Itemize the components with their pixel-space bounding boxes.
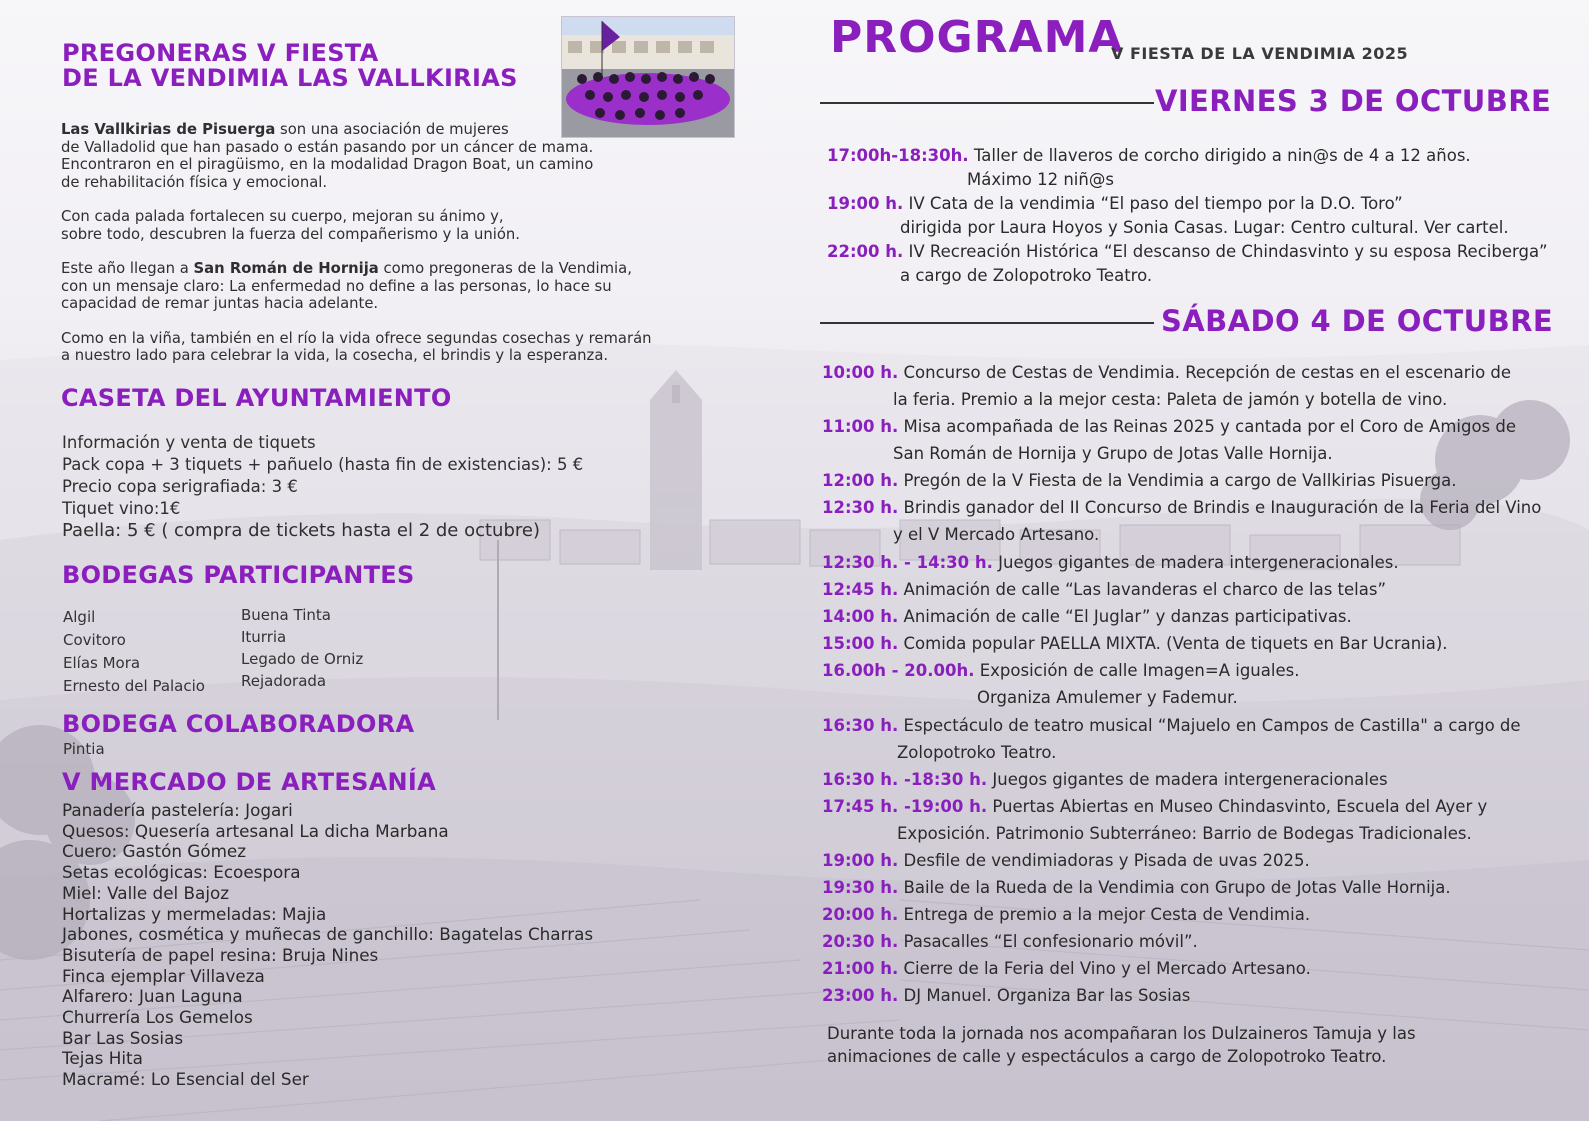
caseta-title: CASETA DEL AYUNTAMIENTO [61,384,452,412]
programa-subtitle: V FIESTA DE LA VENDIMIA 2025 [1111,44,1409,63]
schedule-row [822,905,1310,924]
mercado-item: Panadería pastelería: Jogari [62,800,293,820]
event-text: Animación de calle “El Juglar” y danzas participativas. [898,607,1352,626]
event-text: Comida popular PAELLA MIXTA. (Venta de tiquets en Bar Ucrania). [898,634,1448,653]
schedule-row [827,146,1471,165]
caseta-item: Paella: 5 € ( compra de tickets hasta el 2 de octubre) [62,520,540,541]
schedule-row [822,716,1521,735]
intro-paragraph-4: Como en la viña, también en el río la vida ofrece segundas cosechas y remarán a nuestro lado para celebrar la vida, la cosecha, el brindis y la esperanza. [61,329,652,364]
bodega-item: Algil [63,608,96,626]
mercado-item: Bar Las Sosias [62,1027,184,1048]
schedule-row [822,851,1310,870]
event-time: 17:00h-18:30h. [827,146,969,165]
mercado-item: Quesos: Quesería artesanal La dicha Marbana [62,820,449,841]
colaboradora-item: Pintia [63,740,105,758]
event-text: Espectáculo de teatro musical “Majuelo en Campos de Castilla" a cargo de [898,716,1521,735]
event-time: 16.00h - 20.00h. [822,661,975,680]
event-continuation: la feria. Premio a la mejor cesta: Paleta de jamón y botella de vino. [893,390,1448,409]
event-text: Brindis ganador del II Concurso de Brindis e Inauguración de la Feria del Vino [898,498,1542,517]
event-text: Pasacalles “El confesionario móvil”. [898,932,1198,951]
mercado-item: Macramé: Lo Esencial del Ser [62,1069,309,1090]
caseta-list [62,432,583,542]
caseta-item: Pack copa + 3 tiquets + pañuelo (hasta fin de existencias): 5 € [62,455,584,474]
event-text: Animación de calle “Las lavanderas el charco de las telas” [898,580,1387,599]
vallkirias-group-photo [561,16,735,138]
caseta-item: Precio copa serigrafiada: 3 € [62,477,298,496]
schedule-row [827,194,1403,213]
event-time: 20:30 h. [822,932,899,951]
event-continuation: dirigida por Laura Hoyos y Sonia Casas. Lugar: Centro cultural. Ver cartel. [900,218,1509,237]
mercado-item: Alfarero: Juan Laguna [62,986,243,1007]
bodega-item: Ernesto del Palacio [63,677,205,695]
event-time: 20:00 h. [822,905,899,924]
event-continuation: Zolopotroko Teatro. [897,743,1057,762]
event-time: 10:00 h. [822,363,899,382]
pregoneras-title [62,41,542,91]
mercado-title: V MERCADO DE ARTESANÍA [62,768,437,796]
schedule-row [822,959,1311,978]
event-time: 17:45 h. -19:00 h. [822,797,988,816]
mercado-item: Tejas Hita [62,1048,143,1069]
event-continuation: Máximo 12 niñ@s [967,170,1114,189]
event-text: Exposición de calle Imagen=A iguales. [974,661,1300,680]
event-time: 12:00 h. [822,471,899,490]
bodega-item: Covitoro [63,631,126,649]
event-time: 16:30 h. -18:30 h. [822,770,988,789]
event-time: 14:00 h. [822,607,899,626]
event-time: 22:00 h. [827,242,904,261]
schedule-row [822,580,1386,599]
schedule-row [822,797,1487,816]
schedule-row [822,471,1456,490]
event-text: Taller de llaveros de corcho dirigido a nin@s de 4 a 12 años. [968,146,1471,165]
event-text: Pregón de la V Fiesta de la Vendimia a cargo de Vallkirias Pisuerga. [898,471,1457,490]
event-continuation: Organiza Amulemer y Fademur. [977,688,1238,707]
event-continuation: y el V Mercado Artesano. [893,525,1100,544]
pregoneras-title-line2: DE LA VENDIMIA LAS VALLKIRIAS [62,64,518,92]
bodega-item: Legado de Orniz [241,650,364,668]
bodegas-column-1 [63,606,205,698]
event-text: DJ Manuel. Organiza Bar las Sosias [898,986,1191,1005]
bodega-item: Buena Tinta [241,606,331,624]
intro-paragraph-3: Este año llegan a San Román de Hornija como pregoneras de la Vendimia, con un mensaje claro: La enfermedad no define a las personas, lo hace su capacidad de remar juntas hacia adelante. [61,260,632,312]
closing-note [827,1022,1567,1068]
event-text: Desfile de vendimiadoras y Pisada de uvas 2025. [898,851,1310,870]
schedule-row [822,607,1352,626]
vallkirias-name: Las Vallkirias de Pisuerga [61,121,276,138]
event-continuation: San Román de Hornija y Grupo de Jotas Valle Hornija. [893,444,1333,463]
viernes-divider [820,102,1154,104]
event-time: 12:30 h. - 14:30 h. [822,553,993,572]
schedule-row [822,498,1541,517]
mercado-item: Miel: Valle del Bajoz [62,882,230,903]
bodegas-column-2 [241,604,363,692]
bodegas-title: BODEGAS PARTICIPANTES [62,561,415,589]
event-text: Concurso de Cestas de Vendimia. Recepción de cestas en el escenario de [898,363,1512,382]
event-time: 19:00 h. [822,851,899,870]
event-text: Juegos gigantes de madera intergeneracionales [987,770,1388,789]
event-text: IV Cata de la vendimia “El paso del tiempo por la D.O. Toro” [903,194,1403,213]
mercado-item: Jabones, cosmética y muñecas de ganchillo: Bagatelas Charras [62,924,594,945]
schedule-row [822,878,1451,897]
mercado-item: Hortalizas y mermeladas: Majia [62,903,327,924]
event-time: 16:30 h. [822,716,899,735]
schedule-row [822,417,1516,436]
mercado-list [62,800,593,1090]
event-text: Baile de la Rueda de la Vendimia con Grupo de Jotas Valle Hornija. [898,878,1451,897]
event-text: Juegos gigantes de madera intergeneracionales. [992,553,1399,572]
bodega-item: Iturria [241,628,287,646]
mercado-item: Cuero: Gastón Gómez [62,841,247,862]
colaboradora-title: BODEGA COLABORADORA [62,710,415,738]
event-time: 11:00 h. [822,417,899,436]
caseta-item: Tiquet vino:1€ [62,499,181,518]
event-text: Entrega de premio a la mejor Cesta de Vendimia. [898,905,1311,924]
closing-line-2: animaciones de calle y espectáculos a cargo de Zolopotroko Teatro. [827,1047,1387,1066]
caseta-item: Información y venta de tiquets [62,433,316,452]
event-continuation: a cargo de Zolopotroko Teatro. [900,266,1153,285]
schedule-row [822,932,1198,951]
event-text: Misa acompañada de las Reinas 2025 y cantada por el Coro de Amigos de [898,417,1517,436]
town-name: San Román de Hornija [193,260,379,277]
schedule-row [822,661,1299,680]
programa-title: PROGRAMA [830,12,1124,63]
sabado-divider [820,322,1154,324]
bodega-item: Elías Mora [63,654,141,672]
schedule-row [827,242,1548,261]
event-time: 23:00 h. [822,986,899,1005]
schedule-row [822,553,1399,572]
intro-paragraph-1: Las Vallkirias de Pisuerga son una asociación de mujeres de Valladolid que han pasado o están pasando por un cáncer de mama. Encontraron en el piragüismo, en la modalidad Dragon Boat, un camino de rehabilitación física y emocional. [61,121,594,191]
pregoneras-intro [61,121,721,382]
event-continuation: Exposición. Patrimonio Subterráneo: Barrio de Bodegas Tradicionales. [897,824,1472,843]
event-time: 21:00 h. [822,959,899,978]
sabado-title: SÁBADO 4 DE OCTUBRE [1161,304,1554,338]
event-time: 19:00 h. [827,194,904,213]
closing-line-1: Durante toda la jornada nos acompañaran los Dulzaineros Tamuja y las [827,1024,1416,1043]
event-text: IV Recreación Histórica “El descanso de Chindasvinto y su esposa Reciberga” [903,242,1548,261]
event-time: 19:30 h. [822,878,899,897]
mercado-item: Bisutería de papel resina: Bruja Nines [62,944,379,965]
bodega-item: Rejadorada [241,672,327,690]
event-time: 12:45 h. [822,580,899,599]
intro-paragraph-2: Con cada palada fortalecen su cuerpo, mejoran su ánimo y, sobre todo, descubren la fuerza del compañerismo y la unión. [61,208,520,243]
event-text: Puertas Abiertas en Museo Chindasvinto, Escuela del Ayer y [987,797,1488,816]
mercado-item: Churrería Los Gemelos [62,1007,253,1028]
schedule-row [822,634,1448,653]
mercado-item: Setas ecológicas: Ecoespora [62,862,301,883]
event-text: Cierre de la Feria del Vino y el Mercado Artesano. [898,959,1311,978]
schedule-row [822,363,1511,382]
event-time: 15:00 h. [822,634,899,653]
event-time: 12:30 h. [822,498,899,517]
schedule-row [822,770,1388,789]
mercado-item: Finca ejemplar Villaveza [62,965,265,986]
pregoneras-title-line1: PREGONERAS V FIESTA [62,39,379,67]
schedule-row [822,986,1190,1005]
viernes-title: VIERNES 3 DE OCTUBRE [1155,84,1552,118]
